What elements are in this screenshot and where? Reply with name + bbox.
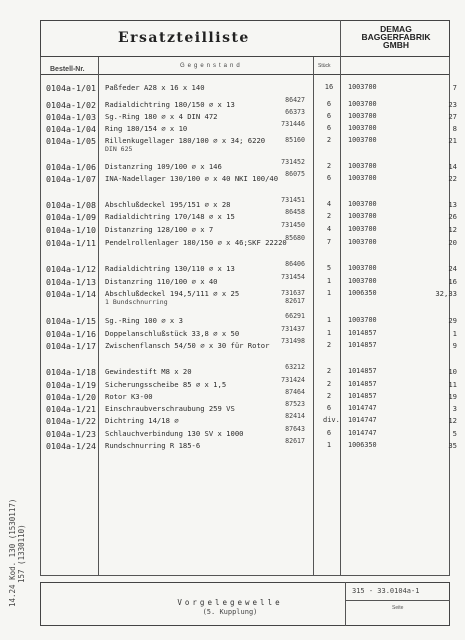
footer-divider-h (345, 600, 450, 601)
item-quantity: 2 (326, 162, 332, 170)
item-quantity: 6 (326, 100, 332, 108)
table-row (0, 221, 465, 239)
position-number: 24 (448, 264, 457, 273)
order-number: 0104a-1/11 (46, 238, 96, 248)
order-number: 0104a-1/12 (46, 264, 96, 274)
order-number: 0104a-1/19 (46, 380, 96, 390)
part-number: 731424 (281, 376, 305, 384)
part-number: 66291 (285, 312, 305, 320)
item-quantity: 4 (326, 225, 332, 233)
position-number: 22 (448, 174, 457, 183)
part-number: 82414 (285, 412, 305, 420)
order-number: 0104a-1/08 (46, 200, 96, 210)
item-description: Dichtring 14/18 ∅ (105, 416, 179, 425)
item-description: Sg.-Ring 180 ∅ x 4 DIN 472 (105, 112, 218, 121)
position-number: 3 (452, 404, 457, 413)
table-row (0, 412, 465, 430)
side-annotation (8, 457, 26, 607)
table-row (0, 312, 465, 330)
order-number: 0104a-1/24 (46, 441, 96, 451)
position-number: 23 (448, 100, 457, 109)
company-logo (347, 25, 445, 49)
item-description: Paßfeder A28 x 16 x 140 (105, 83, 205, 92)
reference-number: 1014747 (348, 429, 377, 437)
position-number: 11 (448, 380, 457, 389)
order-number: 0104a-1/18 (46, 367, 96, 377)
side-annotation-line2: 157 (1330110) (17, 524, 26, 583)
order-number: 0104a-1/02 (46, 100, 96, 110)
col-header-item: Gegenstand (180, 63, 243, 69)
item-description: Rillenkugellager 180/100 ∅ x 34; 6220 (105, 136, 266, 145)
item-quantity: div. (323, 416, 340, 424)
item-quantity: 6 (326, 429, 332, 437)
part-number: 85680 (285, 234, 305, 242)
table-border-bottom (40, 575, 450, 576)
company-name-line3: GMBH (383, 40, 409, 50)
order-number: 0104a-1/13 (46, 277, 96, 287)
table-row (0, 437, 465, 455)
part-number: 731446 (281, 120, 305, 128)
item-quantity: 7 (326, 238, 332, 246)
item-quantity: 1 (326, 316, 332, 324)
item-description: Distanzring 110/100 ∅ x 40 (105, 277, 218, 286)
part-number: 731451 (281, 196, 305, 204)
part-number: 63212 (285, 363, 305, 371)
item-description: Radialdichtring 170/148 ∅ x 15 (105, 212, 235, 221)
item-quantity: 2 (326, 341, 332, 349)
reference-number: 1014747 (348, 416, 377, 424)
item-description: Ring 180/154 ∅ x 10 (105, 124, 188, 133)
company-name-line1: DEMAG (380, 24, 412, 34)
table-row (0, 208, 465, 226)
part-number: 731637 (281, 289, 305, 297)
order-number: 0104a-1/14 (46, 289, 96, 299)
order-number: 0104a-1/04 (46, 124, 96, 134)
reference-number: 1014857 (348, 392, 377, 400)
reference-number: 1003700 (348, 212, 377, 220)
item-quantity: 1 (326, 277, 332, 285)
part-number: 731437 (281, 325, 305, 333)
order-number: 0104a-1/03 (46, 112, 96, 122)
reference-number: 1003700 (348, 112, 377, 120)
item-quantity: 6 (326, 124, 332, 132)
position-number: 27 (448, 112, 457, 121)
item-description: Gewindestift M8 x 20 (105, 367, 192, 376)
item-description: Pendelrollenlager 180/150 ∅ x 46;SKF 22220 (105, 238, 287, 247)
position-number: 20 (448, 238, 457, 247)
order-number: 0104a-1/05 (46, 136, 96, 146)
reference-number: 1003700 (348, 200, 377, 208)
item-description: Distanzring 109/100 ∅ x 146 (105, 162, 222, 171)
reference-number: 1003700 (348, 83, 377, 91)
reference-number: 1003700 (348, 264, 377, 272)
item-quantity: 2 (326, 367, 332, 375)
table-row (0, 260, 465, 278)
item-description: Radialdichtring 130/110 ∅ x 13 (105, 264, 235, 273)
table-row (0, 83, 465, 97)
order-number: 0104a-1/20 (46, 392, 96, 402)
item-description-extra: 1 Bundschnurring (105, 298, 168, 306)
company-name-line2: BAGGERFABRIK (361, 32, 431, 42)
item-quantity: 1 (326, 329, 332, 337)
item-description-extra: DIN 625 (105, 145, 133, 153)
drawing-number: 315 - 33.0104a-1 (352, 587, 420, 595)
order-number: 0104a-1/22 (46, 416, 96, 426)
part-number: 731498 (281, 337, 305, 345)
assembly-subtitle: (5. Kupplung) (202, 608, 258, 616)
item-description: Doppelanschlußstück 33,8 ∅ x 50 (105, 329, 240, 338)
item-quantity: 4 (326, 200, 332, 208)
position-number: 21 (448, 136, 457, 145)
order-number: 0104a-1/10 (46, 225, 96, 235)
reference-number: 1003700 (348, 277, 377, 285)
col-header-qty: Stück (318, 63, 331, 69)
page-title: Ersatzteilliste (118, 30, 250, 46)
item-description: Distanzring 128/100 ∅ x 7 (105, 225, 214, 234)
assembly-title: Vorgelegewelle (177, 598, 283, 607)
item-quantity: 6 (326, 112, 332, 120)
table-row (0, 337, 465, 355)
position-number: 8 (452, 124, 457, 133)
reference-number: 1003700 (348, 100, 377, 108)
order-number: 0104a-1/06 (46, 162, 96, 172)
reference-number: 1003700 (348, 124, 377, 132)
table-row (0, 289, 465, 306)
part-number: 82617 (285, 437, 305, 445)
item-quantity: 6 (326, 404, 332, 412)
reference-number: 1014857 (348, 329, 377, 337)
position-number: 32,33 (435, 289, 457, 298)
item-quantity: 2 (326, 380, 332, 388)
part-number: 731450 (281, 221, 305, 229)
part-number: 87643 (285, 425, 305, 433)
page-label: Seite (392, 605, 404, 611)
part-number: 66373 (285, 108, 305, 116)
order-number: 0104a-1/16 (46, 329, 96, 339)
reference-number: 1014747 (348, 404, 377, 412)
part-number: 86458 (285, 208, 305, 216)
col-header-order-no: Bestell-Nr. (50, 66, 85, 73)
reference-number: 1003700 (348, 225, 377, 233)
order-number: 0104a-1/07 (46, 174, 96, 184)
item-description: Rotor K3-00 (105, 392, 153, 401)
order-number: 0104a-1/01 (46, 83, 96, 93)
reference-number: 1003700 (348, 316, 377, 324)
item-quantity: 1 (326, 289, 332, 297)
item-quantity: 1 (326, 441, 332, 449)
position-number: 7 (452, 83, 457, 92)
item-description: Schlauchverbindung 130 SV x 1000 (105, 429, 244, 438)
position-number: 5 (452, 429, 457, 438)
item-description: INA-Nadellager 130/100 ∅ x 40 NKI 100/40 (105, 174, 279, 183)
reference-number: 1003700 (348, 136, 377, 144)
side-annotation-line1: 14.24 Kod. 130 (1530117) (8, 498, 17, 607)
position-number: 13 (448, 200, 457, 209)
item-description: Abschlußdeckel 195/151 ∅ x 28 (105, 200, 231, 209)
part-number: 86427 (285, 96, 305, 104)
order-number: 0104a-1/23 (46, 429, 96, 439)
reference-number: 1003700 (348, 174, 377, 182)
header-divider (340, 20, 341, 57)
position-number: 14 (448, 162, 457, 171)
reference-number: 1014857 (348, 341, 377, 349)
item-quantity: 2 (326, 392, 332, 400)
item-description: Zwischenflansch 54/50 ∅ x 30 für Rotor (105, 341, 270, 350)
position-number: 9 (452, 341, 457, 350)
order-number: 0104a-1/21 (46, 404, 96, 414)
item-description: Radialdichtring 180/150 ∅ x 13 (105, 100, 235, 109)
reference-number: 1014857 (348, 380, 377, 388)
position-number: 10 (448, 367, 457, 376)
order-number: 0104a-1/17 (46, 341, 96, 351)
table-row (0, 234, 465, 252)
item-quantity: 6 (326, 174, 332, 182)
order-number: 0104a-1/15 (46, 316, 96, 326)
position-number: 12 (448, 416, 457, 425)
table-row (0, 170, 465, 188)
position-number: 12 (448, 225, 457, 234)
item-quantity: 5 (326, 264, 332, 272)
part-number: 86406 (285, 260, 305, 268)
item-quantity: 2 (326, 212, 332, 220)
position-number: 16 (448, 277, 457, 286)
item-description: Abschlußdeckel 194,5/111 ∅ x 25 (105, 289, 240, 298)
part-number: 85160 (285, 136, 305, 144)
position-number: 19 (448, 392, 457, 401)
item-description: Sicherungsscheibe 85 ∅ x 1,5 (105, 380, 227, 389)
table-row (0, 363, 465, 381)
part-number: 86075 (285, 170, 305, 178)
position-number: 1 (452, 329, 457, 338)
item-quantity: 2 (326, 136, 332, 144)
reference-number: 1003700 (348, 238, 377, 246)
part-number: 731452 (281, 158, 305, 166)
table-row (0, 136, 465, 153)
reference-number: 1014857 (348, 367, 377, 375)
position-number: 29 (448, 316, 457, 325)
item-description: Rundschnurring R 185-6 (105, 441, 201, 450)
footer-divider (345, 582, 346, 626)
reference-number: 1006350 (348, 289, 377, 297)
part-number: 87523 (285, 400, 305, 408)
part-number: 87464 (285, 388, 305, 396)
part-number: 731454 (281, 273, 305, 281)
order-number: 0104a-1/09 (46, 212, 96, 222)
item-quantity: 16 (324, 83, 334, 91)
item-description: Sg.-Ring 100 ∅ x 3 (105, 316, 183, 325)
part-number-secondary: 82617 (285, 297, 305, 305)
position-number: 35 (448, 441, 457, 450)
reference-number: 1003700 (348, 162, 377, 170)
reference-number: 1006350 (348, 441, 377, 449)
column-header-row (40, 57, 450, 75)
position-number: 26 (448, 212, 457, 221)
item-description: Einschraubverschraubung 259 VS (105, 404, 235, 413)
